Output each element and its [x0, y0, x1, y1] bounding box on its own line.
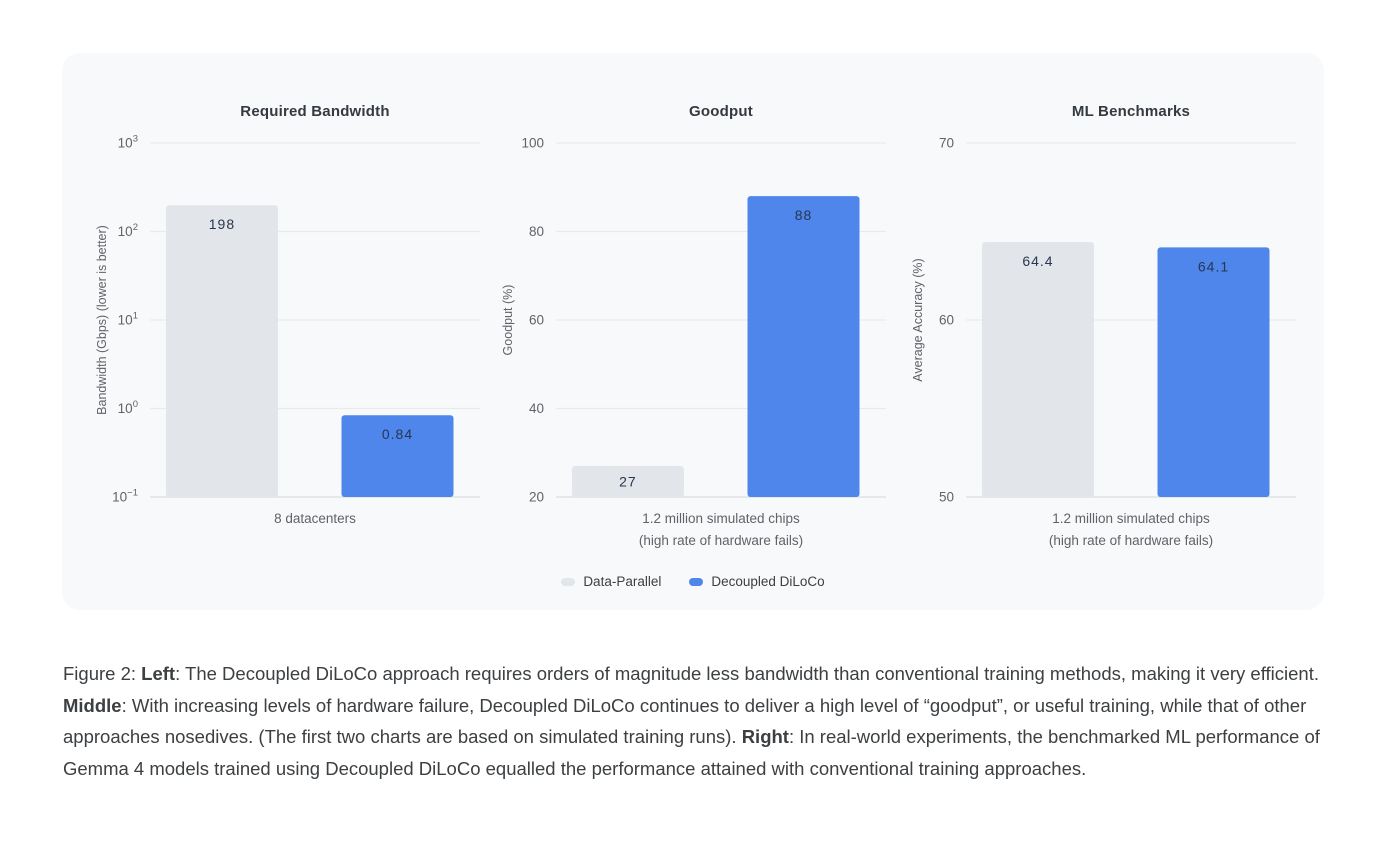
bar-data-parallel	[982, 242, 1094, 497]
bar-value-label: 64.4	[1022, 253, 1054, 270]
y-tick-label: $10^2$	[117, 222, 138, 239]
chart-legend	[62, 574, 1324, 589]
bar-decoupled-diloco	[1158, 247, 1270, 497]
caption-segment: : The Decoupled DiLoCo approach requires orders of magnitude less bandwidth than conventional training methods, making it very efficient.	[175, 663, 1319, 684]
bar-data-parallel	[166, 205, 278, 497]
x-axis-label: (high rate of hardware fails)	[1048, 533, 1214, 548]
y-tick-label: 40	[528, 401, 544, 416]
legend-item-decoupled-diloco	[689, 574, 824, 589]
caption-segment: Figure 2:	[63, 663, 142, 684]
chart-title: Goodput	[689, 103, 753, 120]
legend-label: Data-Parallel	[583, 574, 662, 589]
x-axis-label: (high rate of hardware fails)	[638, 533, 804, 548]
y-tick-label: $10^1$	[117, 310, 138, 328]
bar-decoupled-diloco	[748, 196, 860, 497]
y-tick-label: 60	[528, 312, 544, 328]
y-tick-label: 80	[528, 224, 544, 239]
chart-plot-ml-benchmarks	[878, 133, 1298, 583]
y-tick-label: $10^3$	[117, 133, 138, 151]
caption-bold-segment: Middle	[63, 694, 122, 716]
y-axis-title: Bandwidth (Gbps) (lower is better)	[95, 225, 109, 415]
caption-segment: : With increasing levels of hardware failure, Decoupled DiLoCo continues to deliver a high level of “goodput”, or useful training, while that of other approaches nosedives. (The first two charts are based on simulated training runs).	[63, 694, 1307, 747]
x-axis-label: 8 datacenters	[274, 511, 356, 526]
y-tick-label: 70	[938, 135, 954, 151]
y-tick-label: 20	[528, 489, 544, 505]
chart-plot-required-bandwidth	[62, 133, 482, 583]
chart-required-bandwidth	[62, 95, 482, 583]
bar-value-label: 64.1	[1197, 258, 1230, 275]
y-tick-label: 60	[938, 312, 954, 328]
figure-caption	[63, 658, 1325, 784]
caption-bold-segment: Left	[141, 663, 176, 684]
caption-segment: : In real-world experiments, the benchmarked ML performance of Gemma 4 models trained using Decoupled DiLoCo equalled the performance attained with conventional training approaches.	[63, 726, 1320, 779]
caption-bold-segment: Right	[741, 726, 789, 747]
bar-value-label: 198	[208, 216, 236, 233]
legend-label: Decoupled DiLoCo	[711, 574, 825, 589]
chart-goodput	[468, 95, 888, 583]
legend-swatch-decoupled-diloco-icon	[689, 578, 703, 586]
y-tick-label: 50	[938, 489, 954, 505]
x-axis-label: 1.2 million simulated chips	[642, 511, 800, 526]
chart-title: ML Benchmarks	[1071, 103, 1191, 120]
bar-value-label: 0.84	[381, 426, 414, 443]
y-axis-title: Average Accuracy (%)	[911, 258, 925, 382]
legend-swatch-data-parallel-icon	[561, 578, 575, 586]
bar-value-label: 88	[794, 207, 813, 224]
figure-panel	[62, 53, 1324, 610]
y-tick-label: 100	[521, 135, 544, 151]
y-tick-label: $10^0$	[117, 399, 138, 416]
y-tick-label: $10^{-1}$	[112, 487, 138, 505]
chart-ml-benchmarks	[878, 95, 1298, 583]
x-axis-label: 1.2 million simulated chips	[1052, 511, 1210, 526]
bar-value-label: 27	[619, 473, 637, 490]
legend-item-data-parallel	[561, 574, 661, 589]
chart-title: Required Bandwidth	[240, 103, 390, 120]
chart-plot-goodput	[468, 133, 888, 583]
y-axis-title: Goodput (%)	[501, 284, 515, 356]
